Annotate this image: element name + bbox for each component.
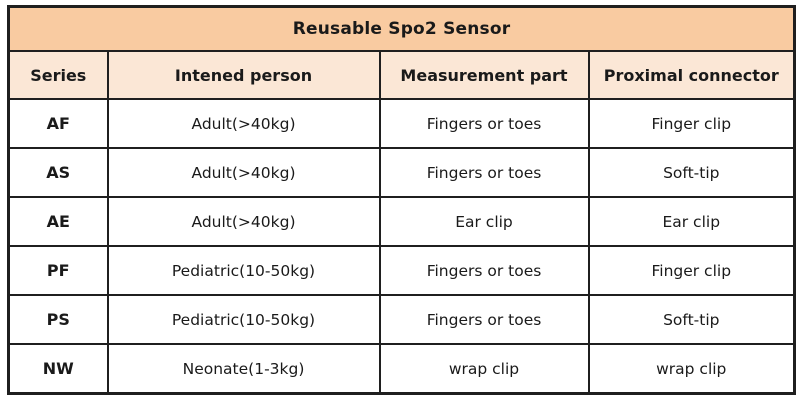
data-cell: Soft-tip — [589, 148, 795, 197]
data-cell: Fingers or toes — [380, 99, 589, 148]
table-row — [9, 148, 795, 197]
column-header-intended-person: Intened person — [108, 51, 380, 99]
series-cell: PF — [9, 246, 108, 295]
data-cell: Fingers or toes — [380, 246, 589, 295]
data-cell: Finger clip — [589, 99, 795, 148]
data-cell: wrap clip — [380, 344, 589, 393]
table-row — [9, 295, 795, 344]
data-cell: Adult(>40kg) — [108, 99, 380, 148]
table-row — [9, 246, 795, 295]
table-title: Reusable Spo2 Sensor — [9, 7, 795, 52]
table-row — [9, 197, 795, 246]
column-header-series: Series — [9, 51, 108, 99]
data-cell: Pediatric(10-50kg) — [108, 246, 380, 295]
data-cell: Fingers or toes — [380, 148, 589, 197]
series-cell: AS — [9, 148, 108, 197]
column-header-proximal-connector: Proximal connector — [589, 51, 795, 99]
data-cell: Ear clip — [589, 197, 795, 246]
data-cell: Adult(>40kg) — [108, 148, 380, 197]
column-header-measurement-part: Measurement part — [380, 51, 589, 99]
table-row — [9, 99, 795, 148]
data-cell: Soft-tip — [589, 295, 795, 344]
table-row — [9, 344, 795, 393]
data-cell: wrap clip — [589, 344, 795, 393]
data-cell: Pediatric(10-50kg) — [108, 295, 380, 344]
data-cell: Ear clip — [380, 197, 589, 246]
data-cell: Fingers or toes — [380, 295, 589, 344]
series-cell: AF — [9, 99, 108, 148]
series-cell: AE — [9, 197, 108, 246]
table-body — [9, 99, 795, 394]
series-cell: NW — [9, 344, 108, 393]
data-cell: Adult(>40kg) — [108, 197, 380, 246]
table-title-row — [9, 7, 795, 52]
data-cell: Finger clip — [589, 246, 795, 295]
series-cell: PS — [9, 295, 108, 344]
data-cell: Neonate(1-3kg) — [108, 344, 380, 393]
table-header-row — [9, 51, 795, 99]
spo2-sensor-spec-table — [7, 5, 796, 395]
